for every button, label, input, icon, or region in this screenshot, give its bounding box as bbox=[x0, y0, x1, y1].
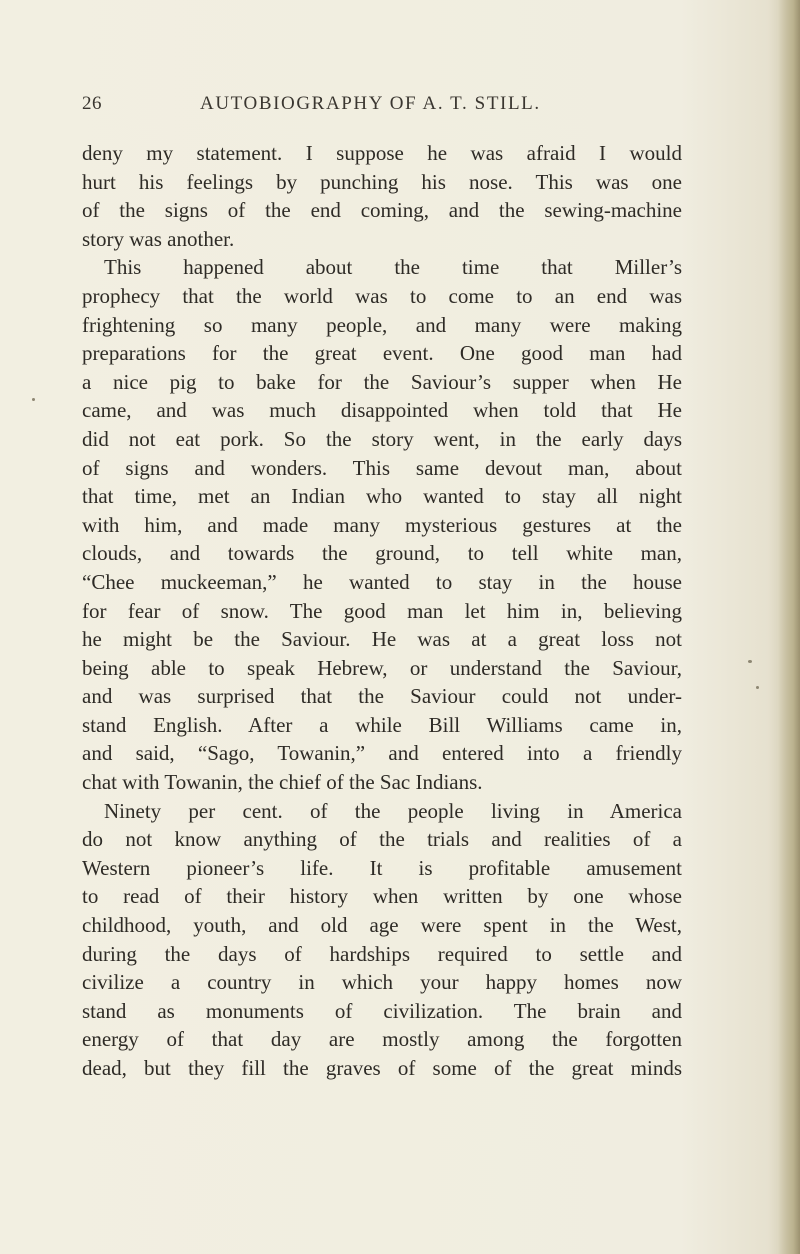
running-title: AUTOBIOGRAPHY OF A. T. STILL. bbox=[200, 93, 541, 114]
text-line: deny my statement. I suppose he was afraid I would bbox=[82, 141, 682, 165]
text-line: during the days of hardships required to settle and bbox=[82, 941, 682, 966]
text-line: dead, but they fill the graves of some of the great minds bbox=[82, 1056, 682, 1080]
text-line: childhood, youth, and old age were spent in the West, bbox=[82, 913, 682, 938]
text-line: stand English. After a while Bill Williams came in, bbox=[82, 712, 682, 737]
text-line: did not eat pork. So the story went, in the early days bbox=[82, 426, 682, 451]
text-line: he might be the Saviour. He was at a great loss not bbox=[82, 627, 682, 652]
text-line: with him, and made many mysterious gestures at the bbox=[82, 512, 682, 537]
text-line: and was surprised that the Saviour could not under- bbox=[82, 684, 682, 709]
text-line: clouds, and towards the ground, to tell white man, bbox=[82, 541, 682, 566]
text-line: stand as monuments of civilization. The brain and bbox=[82, 998, 682, 1023]
running-header bbox=[82, 93, 722, 123]
page-number: 26 bbox=[82, 93, 102, 114]
text-line: for fear of snow. The good man let him in, believing bbox=[82, 598, 682, 623]
text-line: “Chee muckeeman,” he wanted to stay in the house bbox=[82, 569, 682, 594]
text-line: of signs and wonders. This same devout man, about bbox=[82, 455, 682, 480]
text-line: being able to speak Hebrew, or understand the Saviour, bbox=[82, 655, 682, 680]
text-line: Western pioneer’s life. It is profitable amusement bbox=[82, 855, 682, 880]
text-line: of the signs of the end coming, and the sewing-machine bbox=[82, 198, 682, 223]
text-line: Ninety per cent. of the people living in America bbox=[104, 798, 682, 823]
paper-speck bbox=[32, 398, 35, 401]
text-line: frightening so many people, and many were making bbox=[82, 312, 682, 337]
text-line: energy of that day are mostly among the forgotten bbox=[82, 1027, 682, 1052]
text-line: This happened about the time that Miller’s bbox=[104, 255, 682, 280]
body-text bbox=[82, 139, 682, 1083]
text-line: came, and was much disappointed when told that He bbox=[82, 398, 682, 423]
text-line: that time, met an Indian who wanted to stay all night bbox=[82, 484, 682, 509]
paper-speck bbox=[756, 686, 759, 689]
text-line: chat with Towanin, the chief of the Sac Indians. bbox=[82, 770, 483, 795]
text-line: story was another. bbox=[82, 226, 235, 251]
text-line: do not know anything of the trials and realities of a bbox=[82, 827, 682, 852]
paper-speck bbox=[748, 660, 752, 663]
text-line: hurt his feelings by punching his nose. This was one bbox=[82, 169, 682, 194]
text-line: and said, “Sago, Towanin,” and entered into a friendly bbox=[82, 741, 682, 766]
text-line: prophecy that the world was to come to an end was bbox=[82, 283, 682, 308]
text-line: to read of their history when written by one whose bbox=[82, 884, 682, 909]
text-line: preparations for the great event. One good man had bbox=[82, 341, 682, 366]
text-line: civilize a country in which your happy homes now bbox=[82, 970, 682, 995]
page-edge-shadow bbox=[778, 0, 800, 1254]
text-line: a nice pig to bake for the Saviour’s supper when He bbox=[82, 369, 682, 394]
